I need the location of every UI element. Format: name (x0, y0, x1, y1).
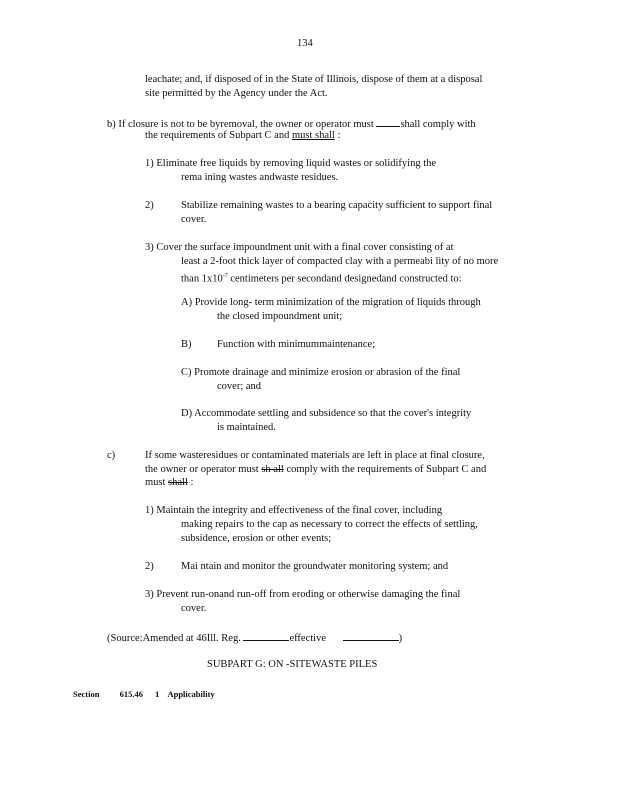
text-line: 3) Prevent run-onand run-off from eroding or otherwise damaging the final (145, 589, 461, 600)
section-title: Applicability (167, 689, 215, 699)
superscript: -7 (222, 273, 228, 279)
text-run: effective (289, 633, 326, 644)
section-sub: 1 (155, 689, 160, 699)
text-line: cover. (181, 214, 207, 225)
text-line: the closed impoundment unit; (217, 311, 343, 322)
text-line: 1) Eliminate free liquids by removing liquid wastes or solidifying the (145, 158, 437, 169)
struck-text: shall (168, 477, 188, 488)
text-line (145, 477, 193, 489)
text-run: the requirements of Subpart C and (145, 130, 290, 141)
text-line: leachate; and, if disposed of in the State of Illinois, dispose of them at a disposal (145, 74, 483, 85)
text-run: comply with the requirements of Subpart C and (283, 464, 487, 475)
source-note (107, 631, 402, 645)
text-run: must (145, 477, 169, 488)
text-run: (Source:Amended at 46Ill. Reg. (107, 633, 241, 644)
paragraph-b-line (107, 117, 476, 131)
blank-line (376, 117, 400, 127)
text-line (145, 130, 340, 142)
text-line (145, 464, 486, 476)
text-run: : (187, 477, 194, 488)
text-line: making repairs to the cap as necessary to correct the effects of settling, (181, 519, 478, 530)
text-line: Function with minimummaintenance; (217, 339, 376, 350)
subpart-heading: SUBPART G: ON -SITEWASTE PILES (207, 659, 378, 670)
text-run: the owner or operator must (145, 464, 262, 475)
item-letter: B) (181, 339, 192, 350)
blank-line (243, 631, 289, 641)
section-number: 615.46 (119, 689, 143, 699)
text-line: cover; and (217, 381, 262, 392)
text-line: Mai ntain and monitor the groundwater monitoring system; and (181, 561, 449, 572)
underlined-text: must shall (291, 130, 335, 141)
blank-line (343, 631, 399, 641)
section-label: Section (73, 689, 100, 699)
page-number: 134 (297, 38, 313, 49)
text-line: rema ining wastes andwaste residues. (181, 172, 339, 183)
text-line: C) Promote drainage and minimize erosion or abrasion of the final (181, 367, 461, 378)
text-line: is maintained. (217, 422, 276, 433)
text-line: A) Provide long- term minimization of the migration of liquids through (181, 297, 481, 308)
text-line (181, 270, 462, 286)
text-line: least a 2-foot thick layer of compacted clay with a permeabi lity of no more (181, 256, 499, 267)
text-line: If some wasteresidues or contaminated materials are left in place at final closure, (145, 450, 485, 461)
text-line: 1) Maintain the integrity and effectiveness of the final cover, including (145, 505, 443, 516)
section-heading (73, 688, 215, 700)
text-line: 3) Cover the surface impoundment unit with a final cover consisting of at (145, 242, 454, 253)
text-run: b) If closure is not to be byremoval, the owner or operator must (107, 119, 374, 130)
struck-text: sh all (261, 464, 284, 475)
text-run: ) (398, 633, 403, 644)
text-line: cover. (181, 603, 207, 614)
text-line: subsidence, erosion or other events; (181, 533, 332, 544)
item-number: 2) (145, 561, 154, 572)
text-line: D) Accommodate settling and subsidence so that the cover's integrity (181, 408, 472, 419)
item-number: 2) (145, 200, 154, 211)
text-run: shall comply with (400, 119, 476, 130)
text-line: site permitted by the Agency under the Act. (145, 88, 328, 99)
text-run: than 1x10 (181, 273, 223, 285)
paragraph-c-label: c) (107, 450, 116, 461)
text-line: Stabilize remaining wastes to a bearing capacity sufficient to support final (181, 200, 493, 211)
text-run: : (334, 130, 341, 141)
text-run: centimeters per secondand designedand constructed to: (227, 273, 462, 285)
